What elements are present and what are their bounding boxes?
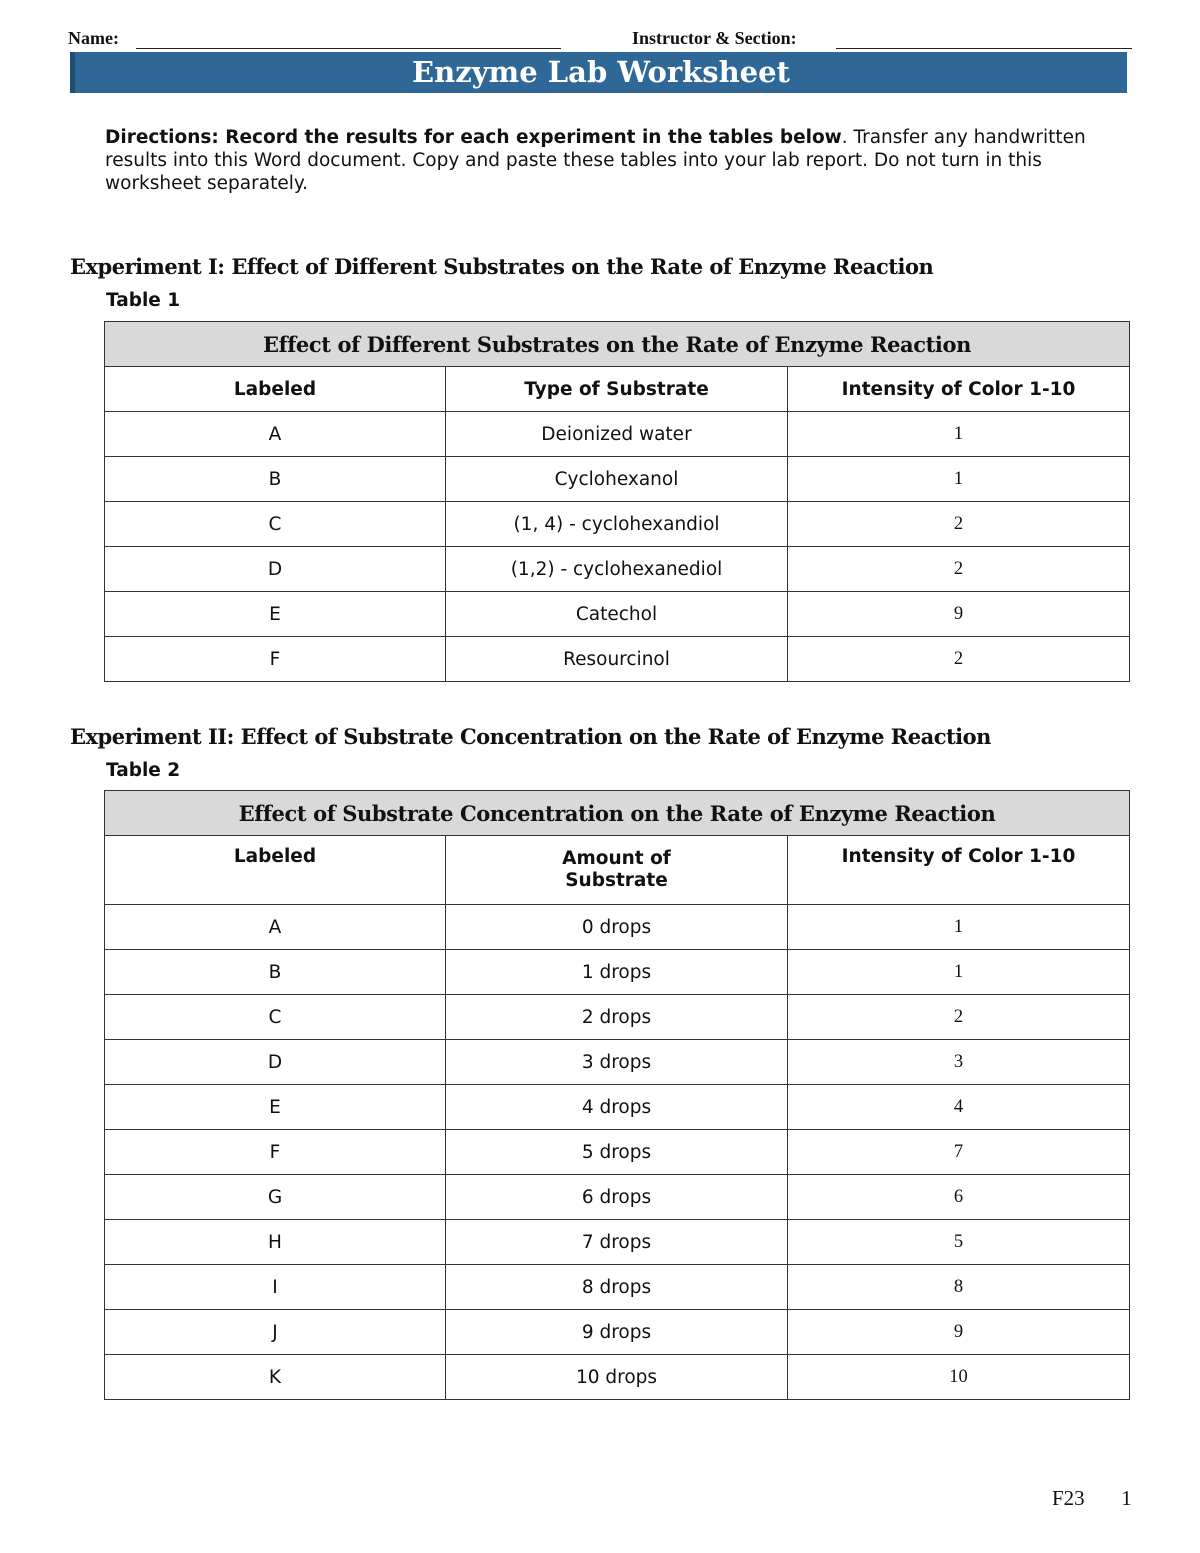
row-label[interactable]: C <box>105 502 446 547</box>
row-intensity[interactable]: 1 <box>788 905 1130 950</box>
row-intensity[interactable]: 3 <box>788 1040 1130 1085</box>
table-row <box>105 547 1130 592</box>
experiment-1-title: Experiment I: Effect of Different Substrates on the Rate of Enzyme Reaction <box>70 254 934 279</box>
table-2 <box>104 790 1130 1400</box>
row-amount[interactable]: 2 drops <box>446 995 788 1040</box>
row-intensity[interactable]: 9 <box>788 592 1130 637</box>
table-1 <box>104 321 1130 682</box>
row-intensity[interactable]: 2 <box>788 995 1130 1040</box>
worksheet-title: Enzyme Lab Worksheet <box>70 52 1127 93</box>
row-label[interactable]: B <box>105 950 446 995</box>
row-label[interactable]: A <box>105 412 446 457</box>
table-row <box>105 592 1130 637</box>
table-1-header-labeled: Labeled <box>105 367 446 412</box>
row-intensity[interactable]: 7 <box>788 1130 1130 1175</box>
name-label: Name: <box>68 28 119 48</box>
row-amount[interactable]: 5 drops <box>446 1130 788 1175</box>
row-label[interactable]: D <box>105 1040 446 1085</box>
row-label[interactable]: H <box>105 1220 446 1265</box>
instructor-section-label: Instructor & Section: <box>632 28 797 48</box>
row-intensity[interactable]: 1 <box>788 457 1130 502</box>
row-intensity[interactable]: 9 <box>788 1310 1130 1355</box>
directions-bold: Directions: Record the results for each experiment in the tables below <box>105 127 842 148</box>
table-1-header-substrate: Type of Substrate <box>446 367 788 412</box>
row-label[interactable]: C <box>105 995 446 1040</box>
instructor-section-line[interactable] <box>836 48 1132 49</box>
row-substrate[interactable]: Resourcinol <box>446 637 788 682</box>
row-intensity[interactable]: 6 <box>788 1175 1130 1220</box>
row-intensity[interactable]: 2 <box>788 547 1130 592</box>
row-label[interactable]: I <box>105 1265 446 1310</box>
row-label[interactable]: F <box>105 637 446 682</box>
directions-text: . Transfer any handwritten results into this Word document. Copy and paste these tables into your lab report. Do not turn in this worksheet separately. <box>105 127 1086 194</box>
row-label[interactable]: E <box>105 592 446 637</box>
table-1-label: Table 1 <box>106 290 181 311</box>
table-2-header-amount: Amount of Substrate <box>446 836 788 905</box>
row-label[interactable]: K <box>105 1355 446 1400</box>
row-intensity[interactable]: 10 <box>788 1355 1130 1400</box>
table-row <box>105 1130 1130 1175</box>
row-amount[interactable]: 0 drops <box>446 905 788 950</box>
row-intensity[interactable]: 8 <box>788 1265 1130 1310</box>
row-label[interactable]: A <box>105 905 446 950</box>
row-amount[interactable]: 3 drops <box>446 1040 788 1085</box>
row-intensity[interactable]: 1 <box>788 412 1130 457</box>
directions <box>105 126 1135 195</box>
table-row <box>105 905 1130 950</box>
page-footer <box>1052 1486 1132 1511</box>
table-row <box>105 995 1130 1040</box>
row-amount[interactable]: 8 drops <box>446 1265 788 1310</box>
table-row <box>105 502 1130 547</box>
table-row <box>105 1175 1130 1220</box>
table-row <box>105 1040 1130 1085</box>
row-substrate[interactable]: (1,2) - cyclohexanediol <box>446 547 788 592</box>
table-row <box>105 412 1130 457</box>
table-2-caption: Effect of Substrate Concentration on the Rate of Enzyme Reaction <box>105 791 1130 836</box>
row-substrate[interactable]: (1, 4) - cyclohexandiol <box>446 502 788 547</box>
row-label[interactable]: F <box>105 1130 446 1175</box>
name-line[interactable] <box>136 48 561 49</box>
row-substrate[interactable]: Catechol <box>446 592 788 637</box>
table-row <box>105 457 1130 502</box>
row-label[interactable]: D <box>105 547 446 592</box>
row-intensity[interactable]: 1 <box>788 950 1130 995</box>
table-row <box>105 950 1130 995</box>
row-label[interactable]: E <box>105 1085 446 1130</box>
table-1-header-intensity: Intensity of Color 1-10 <box>788 367 1130 412</box>
page-number: 1 <box>1121 1486 1132 1510</box>
row-amount[interactable]: 7 drops <box>446 1220 788 1265</box>
table-row <box>105 1310 1130 1355</box>
row-amount[interactable]: 4 drops <box>446 1085 788 1130</box>
row-amount[interactable]: 1 drops <box>446 950 788 995</box>
row-label[interactable]: G <box>105 1175 446 1220</box>
row-amount[interactable]: 9 drops <box>446 1310 788 1355</box>
experiment-2-title: Experiment II: Effect of Substrate Concentration on the Rate of Enzyme Reaction <box>70 724 991 749</box>
row-amount[interactable]: 6 drops <box>446 1175 788 1220</box>
row-intensity[interactable]: 2 <box>788 637 1130 682</box>
row-intensity[interactable]: 2 <box>788 502 1130 547</box>
row-intensity[interactable]: 4 <box>788 1085 1130 1130</box>
table-row <box>105 1265 1130 1310</box>
row-amount[interactable]: 10 drops <box>446 1355 788 1400</box>
version-label: F23 <box>1052 1486 1085 1510</box>
table-row <box>105 637 1130 682</box>
table-row <box>105 1355 1130 1400</box>
table-row <box>105 1085 1130 1130</box>
row-label[interactable]: J <box>105 1310 446 1355</box>
row-substrate[interactable]: Cyclohexanol <box>446 457 788 502</box>
table-2-header-labeled: Labeled <box>105 836 446 905</box>
table-row <box>105 1220 1130 1265</box>
table-2-label: Table 2 <box>106 760 181 781</box>
row-substrate[interactable]: Deionized water <box>446 412 788 457</box>
table-2-header-intensity: Intensity of Color 1-10 <box>788 836 1130 905</box>
table-1-caption: Effect of Different Substrates on the Rate of Enzyme Reaction <box>105 322 1130 367</box>
row-label[interactable]: B <box>105 457 446 502</box>
row-intensity[interactable]: 5 <box>788 1220 1130 1265</box>
